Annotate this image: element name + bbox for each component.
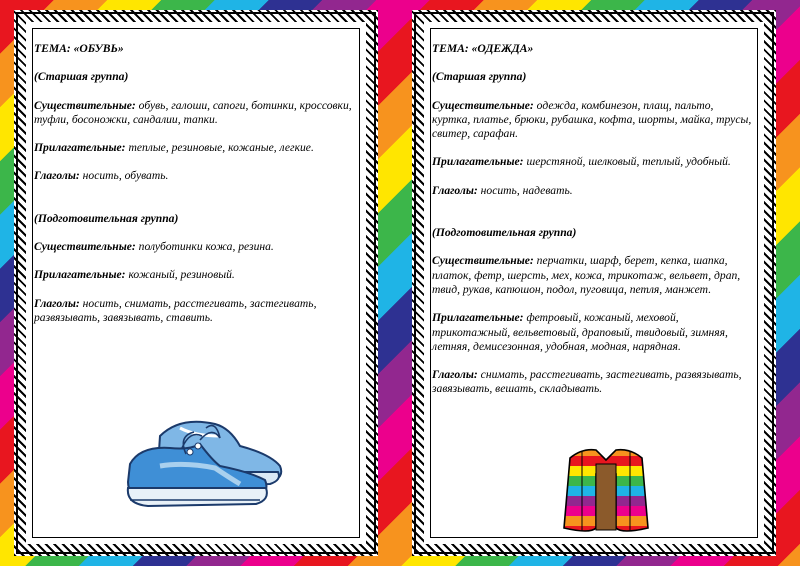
adjectives-text: шерстяной, шелковый, теплый, удобный. <box>523 155 731 169</box>
nouns-text: одежда, комбинезон, плащ, пальто, куртка, платье, брюки, рубашка, кофта, шорты, майка, трусы, свитер, сарафан. <box>432 98 752 141</box>
group-heading-senior: (Старшая группа) <box>432 70 527 84</box>
verbs-text: снимать, расстегивать, застегивать, развязывать, завязывать, вешать, складывать. <box>432 368 742 396</box>
adjectives-text: теплые, резиновые, кожаные, легкие. <box>125 141 314 155</box>
adjectives-text: фетровый, кожаный, меховой, трикотажный, вельветовый, драповый, твидовый, зимняя, летняя, демисезонная, удобная, модная, нарядная. <box>432 311 728 353</box>
adjectives-label: Прилагательные: <box>34 141 126 155</box>
verbs-label: Глаголы: <box>34 296 80 310</box>
card-content <box>432 42 754 411</box>
group-heading-prep: (Подготовительная группа) <box>432 226 577 240</box>
group-heading-prep: (Подготовительная группа) <box>34 211 179 225</box>
group-heading-senior: (Старшая группа) <box>34 70 129 84</box>
card-content <box>34 42 356 339</box>
sneakers-illustration <box>120 406 290 516</box>
adjectives-text: кожаный, резиновый. <box>125 268 235 282</box>
topic-title: ТЕМА: «ОБУВЬ» <box>34 42 124 55</box>
nouns-text: перчатки, шарф, берет, кепка, шапка, платок, фетр, шерсть, мех, кожа, трикотаж, вельвет, драп, твид, рукав, капюшон, подол, пуговица, петля, манжет. <box>432 254 741 296</box>
card-shoes <box>14 10 378 556</box>
striped-jacket-illustration <box>562 444 650 536</box>
nouns-label: Существительные: <box>432 98 534 112</box>
verbs-text: носить, снимать, расстегивать, застегивать, развязывать, завязывать, ставить. <box>34 296 317 324</box>
nouns-label: Существительные: <box>34 240 136 254</box>
adjectives-label: Прилагательные: <box>432 155 524 169</box>
verbs-text: носить, обувать. <box>79 169 169 183</box>
adjectives-label: Прилагательные: <box>432 311 524 325</box>
verbs-label: Глаголы: <box>34 169 80 183</box>
verbs-label: Глаголы: <box>432 368 478 382</box>
nouns-label: Существительные: <box>432 254 534 268</box>
adjectives-label: Прилагательные: <box>34 268 126 282</box>
nouns-label: Существительные: <box>34 98 136 112</box>
nouns-text: обувь, галоши, сапоги, ботинки, кроссовки, туфли, босоножки, сандалии, тапки. <box>34 98 352 126</box>
topic-title: ТЕМА: «ОДЕЖДА» <box>432 42 534 55</box>
nouns-text: полуботинки кожа, резина. <box>135 240 274 254</box>
card-clothes <box>412 10 776 556</box>
verbs-label: Глаголы: <box>432 183 478 197</box>
verbs-text: носить, надевать. <box>477 183 573 197</box>
